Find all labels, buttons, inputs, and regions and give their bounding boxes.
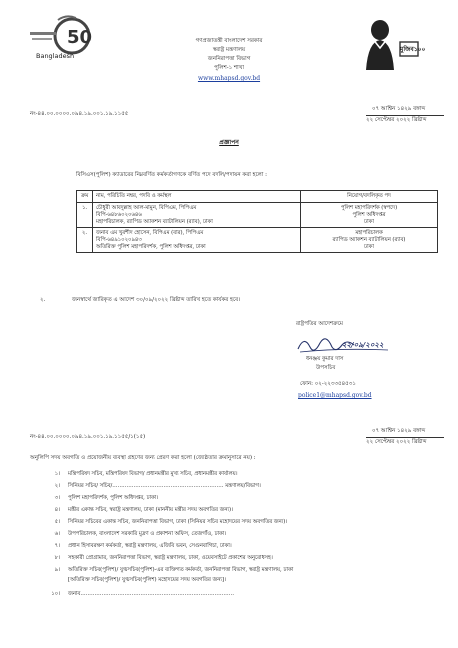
officer-current-post: মহাপরিচালক, র‍্যাপিড অ্যাকশন ব্যাটালিয়ন (র‍্যাব), ঢাকা — [96, 218, 213, 225]
list-item: ১০। জনাব…………………………………………………………………………… — [51, 591, 234, 597]
row-post-cell — [301, 203, 438, 228]
officer-id: বিপি-৬৪৯১০২০৯৪৩ — [96, 236, 142, 243]
list-item: ৩। পুলিশ মহাপরিদর্শক, পুলিশ অধিদপ্তর, ঢাকা। — [54, 495, 159, 501]
date-divider — [366, 115, 444, 116]
list-item: ১। মন্ত্রিপরিষদ সচিব, মন্ত্রিপরিষদ বিভাগ/ প্রধানমন্ত্রীর মুখ্য সচিব, প্রধানমন্ত্রীর কার্যালয়। — [54, 471, 238, 477]
table-row — [77, 203, 438, 228]
new-location: ঢাকা — [364, 243, 374, 250]
intro-paragraph: বিসিএস(পুলিশ) ক্যাডারের নিম্নবর্ণিত কর্মকর্তাগণকে বর্ণিত পদে বদলি/পদায়ন করা হলো : — [76, 172, 267, 178]
row-name-cell — [93, 228, 301, 253]
date-divider — [366, 437, 444, 438]
header-serial: ক্রম — [77, 191, 93, 203]
officer-current-post: অতিরিক্ত পুলিশ মহাপরিদর্শক, পুলিশ অধিদপ্তর, ঢাকা — [96, 243, 206, 250]
list-item: ৫। সিনিয়র সচিবের একান্ত সচিব, জননিরাপত্তা বিভাগ, ঢাকা (সিনিয়র সচিব মহোদয়ের সদয় অবগতির জন্য)। — [54, 519, 288, 525]
table-row — [77, 228, 438, 253]
new-office: র‍্যাপিড অ্যাকশন ব্যাটালিয়ন (র‍্যাব) — [332, 236, 406, 243]
signatory-email-link[interactable]: police1@mhapsd.gov.bd — [298, 392, 372, 399]
officer-name: চৌধুরী আবদুল্লাহ আল-মামুন, বিপিএম, পিপিএম — [96, 204, 197, 211]
new-location: ঢাকা — [364, 218, 374, 225]
header-website-link[interactable]: www.mhapsd.gov.bd — [197, 75, 261, 82]
notification-title: প্রজ্ঞাপন — [219, 139, 239, 146]
header-section: পুলিশ-১ শাখা — [214, 65, 244, 71]
memo-date-english-copy: ২২ সেপ্টেম্বর ২০২২ খ্রিষ্টাব্দ — [366, 439, 427, 445]
header-post: নিয়োগ/বদলিকৃত পদ — [301, 191, 438, 203]
header-ministry: স্বরাষ্ট্র মন্ত্রণালয় — [212, 47, 246, 53]
paragraph-2-number: ২. — [40, 297, 46, 303]
list-item: ৭। প্রধান হিসাবরক্ষণ কর্মকর্তা, স্বরাষ্ট্র মন্ত্রণালয়, এজিবি ভবন, সেগুনবাগিচা, ঢাকা। — [54, 543, 232, 549]
list-item: ৬। উপপরিচালক, বাংলাদেশ সরকারি মুদ্রণ ও প্রকাশনা অফিস, তেজগাঁও, ঢাকা। — [54, 531, 227, 537]
logo-left-caption: Bangladesh — [36, 52, 75, 60]
memo-date-bangla: ০৭ আশ্বিন ১৪২৯ বঙ্গাব্দ — [372, 106, 426, 112]
list-item: ৪। মন্ত্রীর একান্ত সচিব, স্বরাষ্ট্র মন্ত্রণালয়, ঢাকা (মাননীয় মন্ত্রীর সদয় অবগতির জন্য)। — [54, 507, 234, 513]
list-item-continuation: [অতিরিক্ত সচিব(পুলিশ)/ যুগ্মসচিব(পুলিশ) মহোদয়ের সদয় অবগতির জন্য]। — [68, 577, 226, 583]
svg-text:50: 50 — [67, 27, 92, 48]
header-division: জননিরাপত্তা বিভাগ — [207, 56, 251, 62]
new-post: মহাপরিচালক — [355, 229, 383, 236]
new-post: পুলিশ মহাপরিদর্শক (স্বপদে) — [340, 204, 398, 211]
row-post-cell — [301, 228, 438, 253]
officer-name: জনাব এম খুরশীদ হোসেন, বিপিএম (বার), পিপিএম — [96, 229, 204, 236]
posting-table — [76, 190, 438, 253]
logo-right-caption: মুজিব১০০ — [400, 46, 426, 53]
row-serial: ১. — [77, 203, 93, 228]
list-item: ৮। সহকারী প্রোগ্রামার, জননিরাপত্তা বিভাগ, স্বরাষ্ট্র মন্ত্রণালয়, ঢাকা, ওয়েবসাইটে প্রকাশের অনুরোধসহ। — [54, 555, 273, 561]
order-line: রাষ্ট্রপতির আদেশক্রমে — [296, 321, 343, 327]
memo-number-copy: নং-৪৪.০০.০০০০.০৯৪.১৯.০০১.১৯.১১৫৫/১(১৫) — [30, 434, 146, 440]
officer-id: বিপি-৬৪৮৬০২০৬৪৬ — [96, 211, 142, 218]
signature-date: ২২/০৯/২০২২ — [342, 341, 384, 349]
signatory-designation: উপসচিব — [316, 365, 336, 371]
table-header-row — [77, 191, 438, 203]
copy-intro: অনুলিপি সদয় অবগতি ও প্রয়োজনীয় ব্যবস্থা গ্রহণের জন্য প্রেরণ করা হলো (জ্যেষ্ঠতার ক্রমানুসারে নয়) : — [30, 455, 256, 461]
memo-number: নং-৪৪.০০.০০০০.০৯৪.১৯.০০১.১৯.১১৫৫ — [30, 111, 129, 117]
signatory-phone: ফোন: ০২-২২৩৩৫৪৫৩১ — [300, 381, 356, 387]
memo-date-bangla-copy: ০৭ আশ্বিন ১৪২৯ বঙ্গাব্দ — [372, 428, 426, 434]
list-item: ৯। অতিরিক্ত সচিব(পুলিশ)/ যুগ্মসচিব(পুলিশ)-এর ব্যক্তিগত কর্মকর্তা, জননিরাপত্তা বিভাগ, স্বরাষ্ট্র মন্ত্রণালয়, ঢাকা — [54, 567, 294, 573]
signatory-name: ধনঞ্জয় কুমার দাস — [306, 356, 344, 362]
new-office: পুলিশ অধিদপ্তর — [352, 211, 386, 218]
list-item: ২। সিনিয়র সচিব/ সচিব/……………………………………………………… মন্ত্রণালয়/বিভাগ। — [54, 483, 261, 489]
memo-date-english: ২২ সেপ্টেম্বর ২০২২ খ্রিষ্টাব্দ — [366, 117, 427, 123]
header-government: গণপ্রজাতন্ত্রী বাংলাদেশ সরকার — [195, 38, 263, 44]
header-name: নাম, পরিচিতি নম্বর, পদবি ও কর্মস্থল — [93, 191, 301, 203]
row-name-cell — [93, 203, 301, 228]
paragraph-2-text: জনস্বার্থে জারিকৃত এ আদেশ ৩০/০৯/২০২২ খ্রিষ্টাব্দ তারিখ হতে কার্যকর হবে। — [72, 297, 241, 303]
row-serial: ২. — [77, 228, 93, 253]
